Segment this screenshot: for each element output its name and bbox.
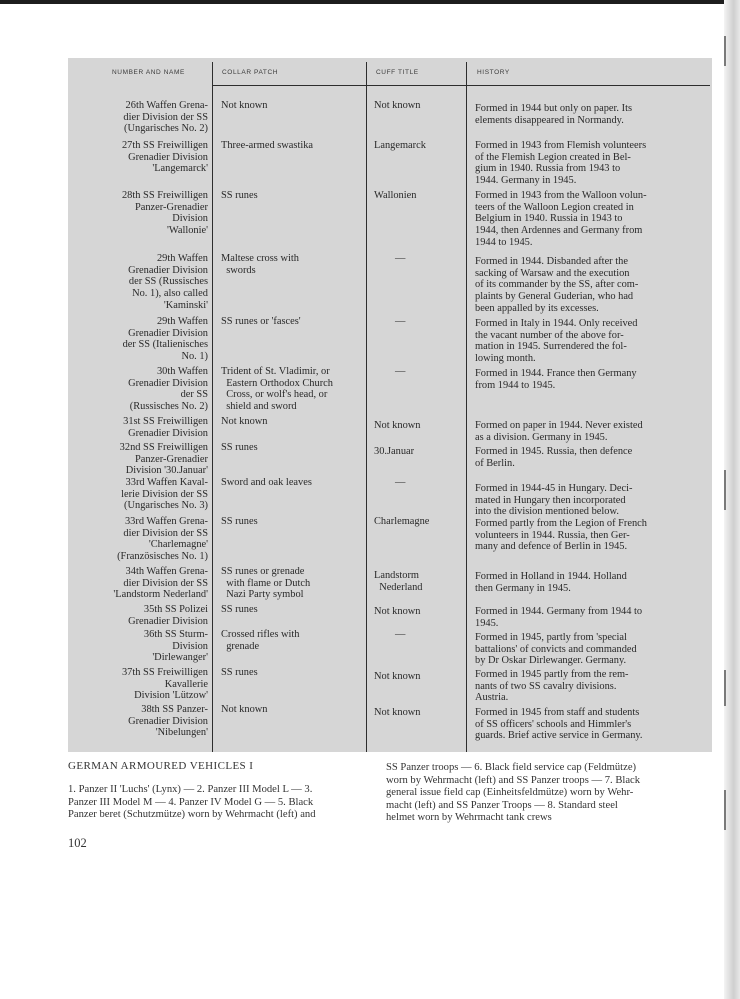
history-text: Formed partly from the Legion of French volunteers in 1944. Russia, then Ger- many and defence of Berlin in 1945. — [475, 518, 647, 553]
collar-patch: SS runes — [221, 190, 258, 201]
division-name: 37th SS Freiwilligen Kavallerie Division 'Lützow' — [121, 667, 208, 702]
collar-patch: Maltese cross with swords — [221, 253, 299, 276]
collar-patch: Trident of St. Vladimir, or Eastern Orthodox Church Cross, or wolf's head, or shield and sword — [221, 366, 333, 413]
header-number-name: NUMBER AND NAME — [112, 69, 185, 76]
division-name: 29th Waffen Grenadier Division der SS (Italienisches No. 1) — [122, 316, 208, 363]
cuff-title: Landstorm Nederland — [374, 570, 423, 593]
division-name: 32nd SS Freiwilligen Panzer-Grenadier Division '30.Januar' — [119, 442, 208, 477]
history-text: Formed in 1943 from Flemish volunteers of the Flemish Legion created in Bel- gium in 1940. Russia from 1943 to 1944. Germany in 1945. — [475, 140, 647, 187]
history-text: Formed in 1943 from the Walloon volun- teers of the Walloon Legion created in Belgium in 1940. Russia in 1943 to 1944, then Ardennes and Germany from 1944 to 1945. — [475, 190, 647, 248]
margin-mark — [724, 470, 726, 510]
column-divider — [466, 62, 467, 752]
history-text: Formed in 1944 but only on paper. Its elements disappeared in Normandy. — [475, 103, 633, 126]
collar-patch: SS runes — [221, 667, 258, 678]
cuff-title: — — [395, 629, 406, 640]
caption-right-column: SS Panzer troops — 6. Black field service cap (Feldmütze) worn by Wehrmacht (left) and SS Panzer troops — 7. Black general issue field cap (Einheitsfeldmütze) worn by Wehr- macht (left) and SS Panzer Troops — 8. Standard steel helmet worn by Wehrmacht tank crews — [386, 762, 641, 823]
cuff-title: Charlemagne — [374, 516, 430, 527]
margin-mark — [724, 790, 726, 830]
collar-patch: SS runes — [221, 442, 258, 453]
caption-left-column: 1. Panzer II 'Luchs' (Lynx) — 2. Panzer III Model L — 3. Panzer III Model M — 4. Panzer IV Model G — 5. Black Panzer beret (Schutzmütze) worn by Wehrmacht (left) and — [68, 784, 316, 820]
collar-patch: Crossed rifles with grenade — [221, 629, 300, 652]
history-text: Formed in 1945 from staff and students of SS officers' schools and Himmler's guards. Brief active service in Germany. — [475, 707, 643, 742]
cuff-title: Not known — [374, 420, 421, 431]
division-name: 31st SS Freiwilligen Grenadier Division — [123, 416, 208, 439]
header-collar-patch: COLLAR PATCH — [222, 69, 279, 76]
cuff-title: — — [395, 316, 406, 327]
history-text: Formed in 1944-45 in Hungary. Deci- mated in Hungary then incorporated into the division mentioned below. — [475, 483, 633, 518]
margin-mark — [724, 36, 726, 66]
column-divider — [212, 62, 213, 752]
division-name: 35th SS Polizei Grenadier Division — [128, 604, 208, 627]
history-text: Formed in 1945 partly from the rem- nants of two SS cavalry divisions. Austria. — [475, 669, 629, 704]
division-name: 29th Waffen Grenadier Division der SS (Russisches No. 1), also called 'Kaminski' — [128, 253, 208, 311]
division-name: 33rd Waffen Kaval- lerie Division der SS (Ungarisches No. 3) — [121, 477, 208, 512]
page-edge-shadow — [724, 0, 740, 999]
history-text: Formed in 1945, partly from 'special battalions' of convicts and commanded by Dr Oskar Dirlewanger. Germany. — [475, 632, 637, 667]
collar-patch: Not known — [221, 100, 268, 111]
collar-patch: Not known — [221, 416, 268, 427]
division-name: 27th SS Freiwilligen Grenadier Division 'Langemarck' — [121, 140, 208, 175]
caption-title: GERMAN ARMOURED VEHICLES I — [68, 760, 254, 772]
history-text: Formed in Holland in 1944. Holland then Germany in 1945. — [475, 571, 627, 594]
collar-patch: Sword and oak leaves — [221, 477, 312, 488]
collar-patch: Three-armed swastika — [221, 140, 314, 151]
header-history: HISTORY — [477, 69, 510, 76]
history-text: Formed in 1945. Russia, then defence of Berlin. — [475, 446, 633, 469]
margin-mark — [724, 670, 726, 706]
collar-patch: SS runes — [221, 604, 258, 615]
history-text: Formed in 1944. Germany from 1944 to 1945. — [475, 606, 643, 629]
cuff-title: Not known — [374, 707, 421, 718]
division-name: 30th Waffen Grenadier Division der SS (Russisches No. 2) — [128, 366, 208, 413]
header-cuff-title: CUFF TITLE — [376, 69, 419, 76]
history-text: Formed in Italy in 1944. Only received the vacant number of the above for- mation in 1945. Surrendered the fol- lowing month. — [475, 318, 638, 365]
division-name: 36th SS Sturm- Division 'Dirlewanger' — [143, 629, 208, 664]
collar-patch: SS runes or grenade with flame or Dutch Nazi Party symbol — [221, 566, 311, 601]
cuff-title: 30.Januar — [374, 446, 415, 457]
division-name: 38th SS Panzer- Grenadier Division 'Nibelungen' — [128, 704, 208, 739]
history-text: Formed in 1944. France then Germany from 1944 to 1945. — [475, 368, 637, 391]
history-text: Formed on paper in 1944. Never existed as a division. Germany in 1945. — [475, 420, 643, 443]
division-name: 34th Waffen Grena- dier Division der SS 'Landstorm Nederland' — [113, 566, 208, 601]
cuff-title: Wallonien — [374, 190, 417, 201]
cuff-title: Not known — [374, 606, 421, 617]
history-text: Formed in 1944. Disbanded after the sacking of Warsaw and the execution of its commander by the SS, after com- plaints by General Guderian, who had been appalled by its excesses. — [475, 256, 639, 314]
division-name: 28th SS Freiwilligen Panzer-Grenadier Division 'Wallonie' — [121, 190, 208, 237]
collar-patch: Not known — [221, 704, 268, 715]
cuff-title: Not known — [374, 671, 421, 682]
top-edge-bar — [0, 0, 740, 4]
cuff-title: Langemarck — [374, 140, 426, 151]
collar-patch: SS runes or 'fasces' — [221, 316, 301, 327]
division-name: 26th Waffen Grena- dier Division der SS (Ungarisches No. 2) — [123, 100, 208, 135]
collar-patch: SS runes — [221, 516, 258, 527]
cuff-title: — — [395, 366, 406, 377]
division-name: 33rd Waffen Grena- dier Division der SS 'Charlemagne' (Französisches No. 1) — [117, 516, 208, 563]
cuff-title: — — [395, 253, 406, 264]
cuff-title: — — [395, 477, 406, 488]
page-number: 102 — [68, 836, 87, 850]
cuff-title: Not known — [374, 100, 421, 111]
header-rule — [212, 85, 710, 86]
